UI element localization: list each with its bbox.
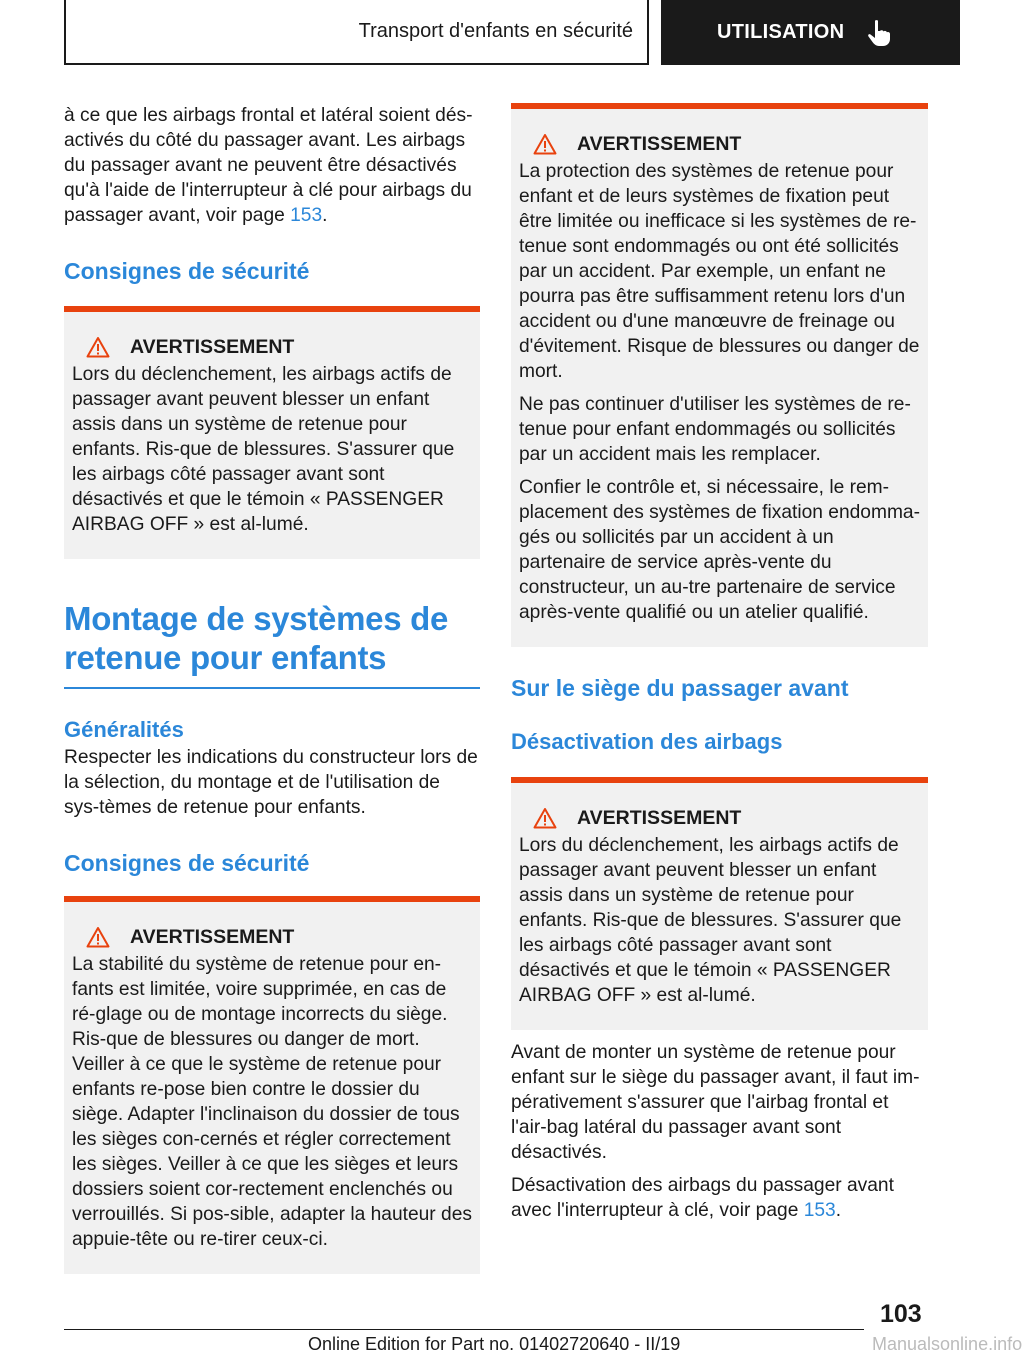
warning-text-1: La protection des systèmes de retenue pour enfant et de leurs systèmes de fixation peut être limitée ou inefficace si les systèmes de re-tenue sont endommagés ou ont été sollicités par un accident. Par exemple, un enfant ne pourra pas être suffisamment retenu lors d'un accident ou d'une manœuvre de freinage ou d'évitement. Risque de blessures ou danger de mort. — [519, 161, 920, 382]
warning-header — [519, 805, 920, 831]
warning-triangle-icon — [533, 807, 557, 829]
header-chapter-label: UTILISATION — [717, 21, 845, 43]
warning-title: AVERTISSEMENT — [577, 133, 742, 155]
section-heading-passenger-seat: Sur le siège du passager avant — [511, 675, 849, 701]
deactivation-reference-end: . — [835, 1200, 842, 1221]
right-column — [511, 103, 928, 1223]
warning-header — [72, 334, 472, 360]
chapter-heading: Montage de systèmes de retenue pour enfants — [64, 600, 449, 676]
warning-text-3: Confier le contrôle et, si nécessaire, le rem-placement des systèmes de fixation endomma-gés ou sollicités par un accident à un partenaire de service après-vente du constructeur, un au-tre partenaire de service après-vente qualifié ou un atelier qualifié. — [519, 477, 920, 623]
footer-edition: Online Edition for Part no. 01402720640 - II/19 — [308, 1334, 681, 1354]
general-paragraph: Respecter les indications du constructeur lors de la sélection, du montage et de l'utilisation de sys-tèmes de retenue pour enfants. — [64, 747, 478, 818]
chapter-heading-rule — [64, 687, 480, 689]
left-column — [64, 103, 480, 1274]
header-section-title-box — [64, 0, 649, 65]
warning-header — [72, 924, 472, 950]
warning-box-4 — [511, 777, 928, 1030]
warning-triangle-icon — [86, 926, 110, 948]
warning-title: AVERTISSEMENT — [577, 807, 742, 829]
warning-triangle-icon — [533, 133, 557, 155]
warning-text: Lors du déclenchement, les airbags actifs de passager avant peuvent blesser un enfant assis dans un système de retenue pour enfants. Ris-que de blessures. S'assurer que les airbags côté passager avant sont désactivés et que le témoin « PASSENGER AIRBAG OFF » est al-lumé. — [72, 364, 455, 535]
intro-paragraph — [64, 103, 480, 228]
footer-rule — [64, 1329, 864, 1330]
warning-text: Lors du déclenchement, les airbags actifs de passager avant peuvent blesser un enfant assis dans un système de retenue pour enfants. Ris-que de blessures. S'assurer que les airbags côté passager avant sont désactivés et que le témoin « PASSENGER AIRBAG OFF » est al-lumé. — [519, 835, 902, 1006]
subheading-airbag-deactivation: Désactivation des airbags — [511, 729, 783, 754]
subheading-general: Généralités — [64, 717, 184, 742]
warning-header — [519, 131, 920, 157]
warning-box-3 — [511, 103, 928, 647]
deactivation-reference-paragraph — [511, 1173, 928, 1223]
intro-end: . — [322, 205, 328, 226]
section-heading-safety-1: Consignes de sécurité — [64, 258, 310, 284]
warning-box-1 — [64, 306, 480, 559]
page-link[interactable]: 153 — [290, 205, 323, 226]
section-heading-safety-2: Consignes de sécurité — [64, 850, 310, 876]
pointing-hand-icon — [866, 19, 892, 47]
mounting-paragraph: Avant de monter un système de retenue pour enfant sur le siège du passager avant, il faut im-pérativement s'assurer que l'airbag frontal et l'air-bag latéral du passager avant sont désactivés. — [511, 1042, 920, 1163]
header-section-title: Transport d'enfants en sécurité — [358, 20, 633, 42]
warning-title: AVERTISSEMENT — [130, 336, 295, 358]
intro-text: à ce que les airbags frontal et latéral soient dés-activés du côté du passager avant. Les airbags du passager avant ne peuvent être désactivés qu'à l'aide de l'interrupteur à clé pour airbags du passager avant, voir page — [64, 105, 473, 226]
deactivation-reference-text: Désactivation des airbags du passager avant avec l'interrupteur à clé, voir page — [511, 1175, 894, 1221]
header-chapter-tab — [661, 0, 960, 65]
footer-watermark: Manualsonline.info — [872, 1334, 1022, 1354]
page-link[interactable]: 153 — [803, 1200, 836, 1221]
warning-box-2 — [64, 896, 480, 1274]
page-number: 103 — [880, 1300, 922, 1328]
warning-text: La stabilité du système de retenue pour en-fants est limitée, voire supprimée, en cas de ré-glage ou de montage incorrects du siège. Ris-que de blessures ou danger de mort. Veiller à ce que le système de retenue pour enfants re-pose bien contre le dossier du siège. Adapter l'inclinaison du dossier de tous les sièges con-cernés et régler correctement les sièges. Veiller à ce que les sièges et leurs dossiers soient cor-rectement enclenchés ou verrouillés. Si pos-sible, adapter la hauteur des appuie-tête ou re-tirer ceux-ci. — [72, 954, 472, 1250]
warning-triangle-icon — [86, 336, 110, 358]
warning-text-2: Ne pas continuer d'utiliser les systèmes de re-tenue pour enfant endommagés ou sollicités par un accident mais les remplacer. — [519, 394, 911, 465]
warning-title: AVERTISSEMENT — [130, 926, 295, 948]
